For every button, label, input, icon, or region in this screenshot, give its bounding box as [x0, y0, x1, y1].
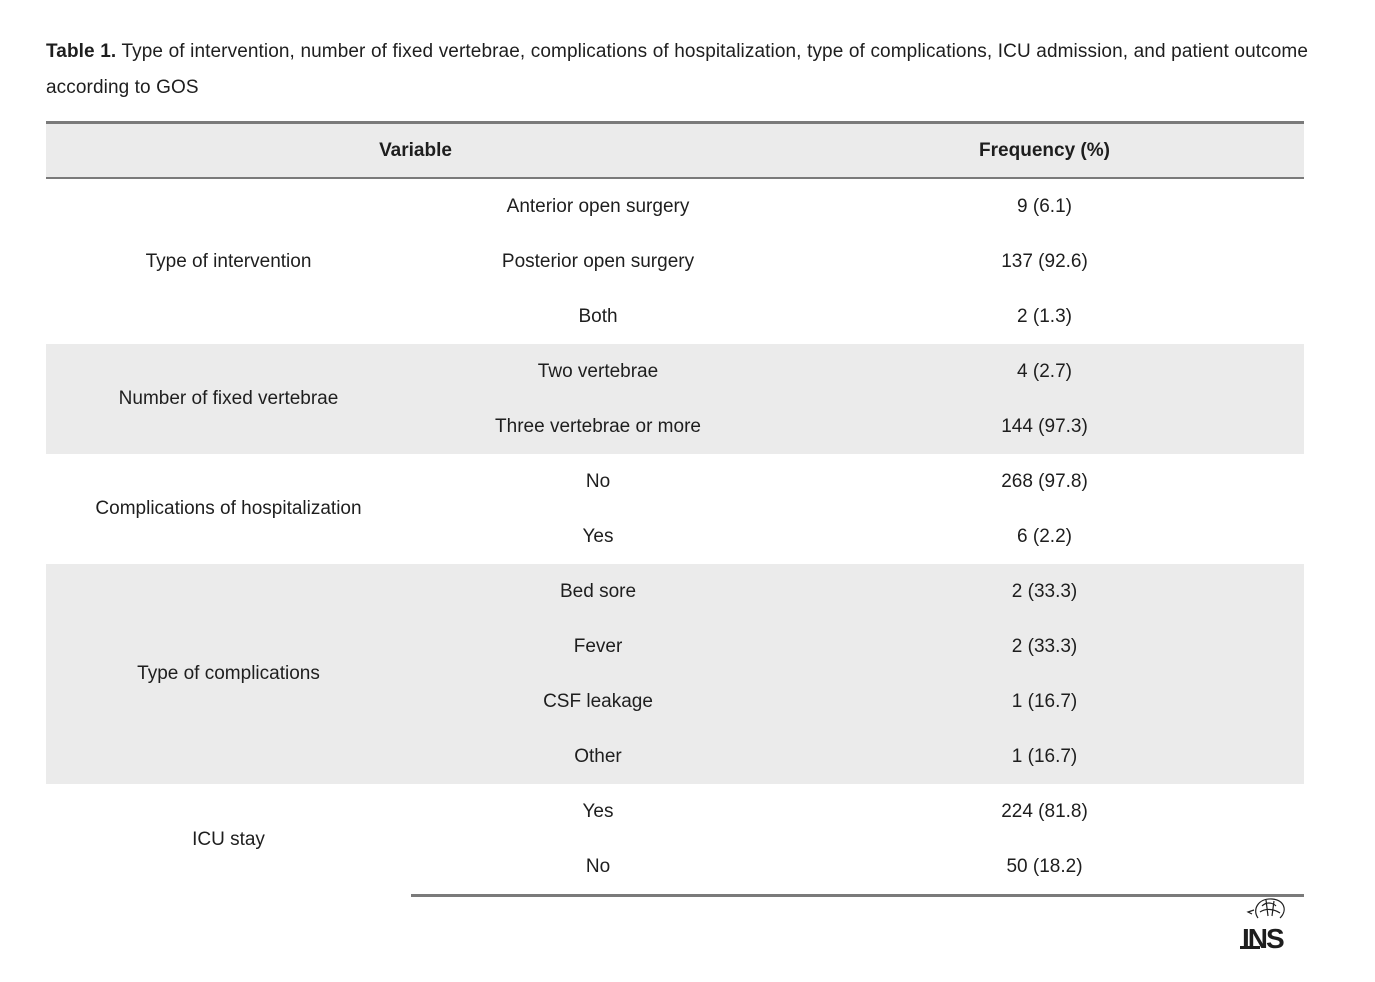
- caption-label: Table 1.: [46, 41, 117, 62]
- row-label: Other: [411, 729, 785, 784]
- group-label: Number of fixed vertebrae: [46, 344, 411, 454]
- row-value: 2 (33.3): [785, 619, 1304, 674]
- row-label: CSF leakage: [411, 674, 785, 729]
- group-label: Type of intervention: [145, 250, 312, 272]
- table-row: [46, 178, 1304, 234]
- row-value: 6 (2.2): [1017, 525, 1072, 547]
- logo-brain-outline: [1256, 899, 1284, 918]
- row-label: No: [411, 839, 785, 896]
- row-value: 1 (16.7): [785, 674, 1304, 729]
- row-label: Both: [578, 305, 618, 327]
- table-row: [46, 784, 1304, 839]
- row-value: 137 (92.6): [1001, 250, 1088, 272]
- header-variable: Variable: [46, 123, 785, 179]
- row-value: 144 (97.3): [785, 399, 1304, 454]
- row-label: Fever: [411, 619, 785, 674]
- logo-brain-folds: [1260, 900, 1280, 916]
- row-value: 2 (1.3): [1017, 305, 1072, 327]
- group-label: Type of complications: [46, 564, 411, 784]
- row-value: 268 (97.8): [1001, 470, 1088, 492]
- group-type-of-intervention: [46, 178, 1304, 344]
- row-value: 1 (16.7): [785, 729, 1304, 784]
- header-row: [46, 123, 1304, 179]
- caption-text: Type of intervention, number of fixed vertebrae, complications of hospitalization, type of complications, ICU admission, and patient outcome according to GOS: [46, 41, 1308, 98]
- group-label: Complications of hospitalization: [95, 498, 362, 519]
- group-icu-stay: [46, 784, 1304, 896]
- row-value: 9 (6.1): [1017, 195, 1072, 217]
- table-row: [46, 564, 1304, 619]
- row-label: Bed sore: [411, 564, 785, 619]
- group-complications-of-hospitalization: [46, 454, 1304, 564]
- row-label: Two vertebrae: [411, 344, 785, 399]
- row-value: 224 (81.8): [1001, 800, 1088, 822]
- logo-pen: [1248, 910, 1254, 914]
- group-label: ICU stay: [192, 828, 265, 850]
- row-label: Posterior open surgery: [501, 250, 695, 272]
- journal-logo-icon: [1236, 896, 1310, 952]
- table-row: [46, 344, 1304, 399]
- row-label: Yes: [582, 800, 614, 822]
- table-caption: [46, 34, 1308, 106]
- group-type-of-complications: [46, 564, 1304, 784]
- row-value: 2 (33.3): [785, 564, 1304, 619]
- row-value: 4 (2.7): [785, 344, 1304, 399]
- group-number-of-fixed-vertebrae: [46, 344, 1304, 454]
- row-value: 50 (18.2): [785, 839, 1304, 896]
- row-label: Anterior open surgery: [506, 195, 690, 217]
- header-frequency: Frequency (%): [785, 123, 1304, 179]
- row-label: Yes: [582, 525, 614, 547]
- logo-text: INS: [1242, 923, 1283, 952]
- row-label: Three vertebrae or more: [411, 399, 785, 454]
- table-row: [46, 454, 1304, 509]
- data-table: [46, 121, 1304, 897]
- row-label: No: [585, 470, 611, 492]
